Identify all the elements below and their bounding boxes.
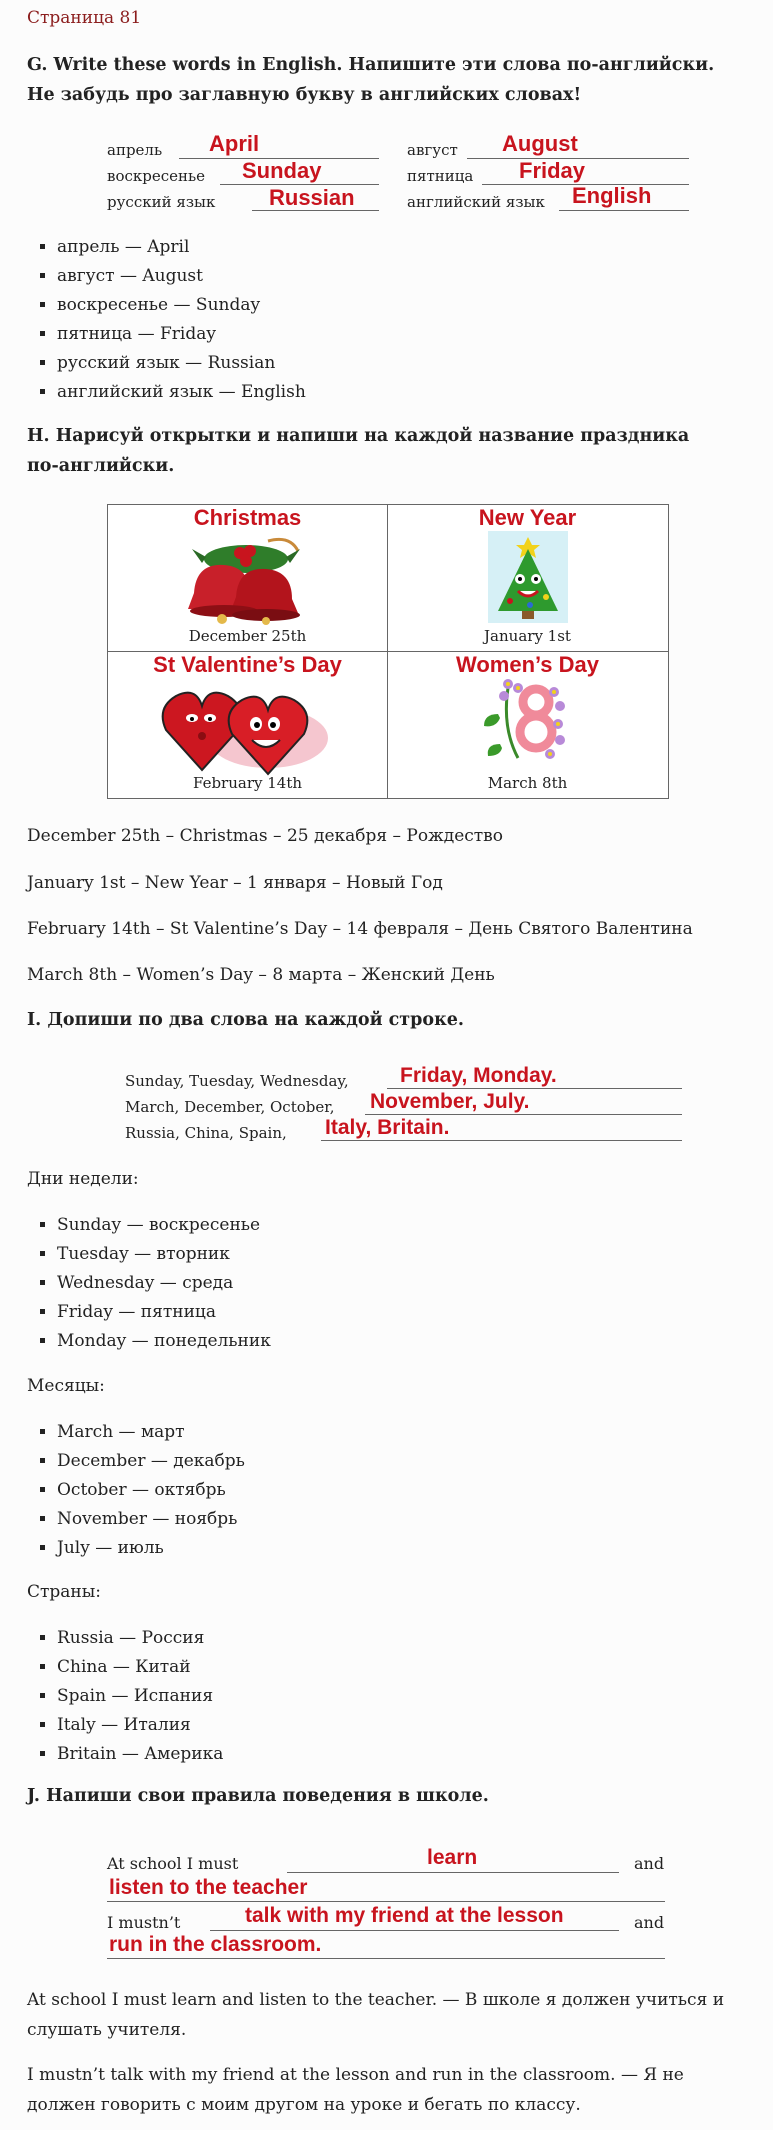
- answer-line: [107, 1958, 665, 1959]
- holiday-line: January 1st – New Year – 1 января – Новый Год: [27, 873, 443, 893]
- list-item: ▪ русский язык — Russian: [57, 349, 306, 378]
- ws-ru-word: август: [407, 141, 458, 159]
- list-item: ▪ Tuesday — вторник: [57, 1240, 271, 1269]
- ws-ru-word: апрель: [107, 141, 163, 159]
- answer-line: [321, 1140, 682, 1141]
- list-item: ▪ March — март: [57, 1418, 245, 1447]
- answer-text: Russian: [269, 185, 355, 210]
- card-title: New Year: [478, 505, 577, 530]
- answer-text: listen to the teacher: [109, 1876, 308, 1899]
- card-date: February 14th: [192, 774, 303, 792]
- ws-ru-word: воскресенье: [107, 167, 206, 185]
- answer-text: Friday: [519, 158, 586, 183]
- answer-line: [559, 210, 689, 211]
- card-date: January 1st: [484, 627, 571, 645]
- ws-prefix: I mustn’t: [107, 1913, 181, 1932]
- task-g-answer-list: [27, 233, 306, 407]
- christmas-bells-icon: [176, 533, 316, 625]
- list-item: ▪ пятница — Friday: [57, 320, 306, 349]
- card-title: Women’s Day: [455, 652, 600, 677]
- answer-text: Friday, Monday.: [400, 1064, 557, 1087]
- answer-text: talk with my friend at the lesson: [245, 1904, 564, 1927]
- task-j-worksheet: [107, 1840, 697, 1960]
- holiday-line: February 14th – St Valentine’s Day – 14 февраля – День Святого Валентина: [27, 919, 693, 939]
- task-i-worksheet: [125, 1066, 685, 1146]
- ws-and: and: [634, 1854, 665, 1873]
- list-item: ▪ Spain — Испания: [57, 1682, 223, 1711]
- answer-text: English: [572, 183, 652, 208]
- ws-given-words: March, December, October,: [125, 1098, 335, 1116]
- group-heading: Страны:: [27, 1582, 102, 1602]
- answer-line: [107, 1901, 665, 1902]
- holiday-line: March 8th – Women’s Day – 8 марта – Женский День: [27, 965, 495, 985]
- list-item: ▪ November — ноябрь: [57, 1505, 245, 1534]
- answer-line: [287, 1872, 619, 1873]
- list-item: ▪ английский язык — English: [57, 378, 306, 407]
- list-item: ▪ Friday — пятница: [57, 1298, 271, 1327]
- card-new-year: [388, 505, 667, 651]
- answer-line: [365, 1114, 682, 1115]
- ws-given-words: Russia, China, Spain,: [125, 1124, 287, 1142]
- list-item: ▪ China — Китай: [57, 1653, 223, 1682]
- task-g-worksheet: [107, 131, 707, 215]
- card-title: St Valentine’s Day: [153, 652, 342, 677]
- answer-text: August: [502, 131, 578, 156]
- list-item: ▪ Britain — Америка: [57, 1740, 223, 1769]
- list-item: ▪ воскресенье — Sunday: [57, 291, 306, 320]
- card-date: December 25th: [188, 627, 307, 645]
- ws-ru-word: русский язык: [107, 193, 216, 211]
- answer-text: Italy, Britain.: [325, 1116, 450, 1139]
- christmas-tree-icon: [488, 531, 568, 623]
- list-item: ▪ апрель — April: [57, 233, 306, 262]
- answer-text: learn: [427, 1846, 478, 1869]
- countries-list: [27, 1624, 223, 1769]
- answer-text: April: [209, 131, 260, 156]
- list-item: ▪ Italy — Италия: [57, 1711, 223, 1740]
- task-g-title: G. Write these words in English. Напишите эти слова по-английски. Не забудь про заглавную букву в английских словах!: [27, 55, 715, 105]
- answer-line: [387, 1088, 682, 1089]
- list-item: ▪ Wednesday — среда: [57, 1269, 271, 1298]
- task-i-title: I. Допиши по два слова на каждой строке.: [27, 1010, 464, 1030]
- task-j-title: J. Напиши свои правила поведения в школе.: [27, 1786, 489, 1806]
- ws-prefix: At school I must: [107, 1854, 239, 1873]
- ws-ru-word: английский язык: [407, 193, 545, 211]
- answer-text: Sunday: [242, 158, 322, 183]
- group-heading: Дни недели:: [27, 1169, 139, 1189]
- flower-eight-icon: [478, 674, 578, 770]
- group-heading: Месяцы:: [27, 1376, 105, 1396]
- list-item: ▪ Russia — Россия: [57, 1624, 223, 1653]
- card-valentines-day: [108, 652, 387, 798]
- answer-text: November, July.: [370, 1090, 530, 1113]
- weekdays-list: [27, 1211, 271, 1356]
- rule-line: At school I must learn and listen to the teacher. — В школе я должен учиться и слушать учителя.: [27, 1990, 725, 2040]
- list-item: ▪ October — октябрь: [57, 1476, 245, 1505]
- list-item: ▪ август — August: [57, 262, 306, 291]
- card-title: Christmas: [193, 505, 302, 530]
- card-date: March 8th: [487, 774, 568, 792]
- holiday-cards-table: [107, 504, 669, 799]
- page-number: Страница 81: [27, 8, 142, 28]
- months-list: [27, 1418, 245, 1563]
- list-item: ▪ December — декабрь: [57, 1447, 245, 1476]
- answer-text: run in the classroom.: [109, 1933, 322, 1956]
- answer-line: [210, 1930, 619, 1931]
- list-item: ▪ Monday — понедельник: [57, 1327, 271, 1356]
- hearts-icon: [158, 678, 338, 778]
- ws-ru-word: пятница: [407, 167, 474, 185]
- card-womens-day: [388, 652, 667, 798]
- list-item: ▪ July — июль: [57, 1534, 245, 1563]
- ws-and: and: [634, 1913, 665, 1932]
- ws-given-words: Sunday, Tuesday, Wednesday,: [125, 1072, 349, 1090]
- rule-line: I mustn’t talk with my friend at the lesson and run in the classroom. — Я не должен говорить с моим другом на уроке и бегать по классу.: [27, 2065, 684, 2115]
- card-christmas: [108, 505, 387, 651]
- list-item: ▪ Sunday — воскресенье: [57, 1211, 271, 1240]
- holiday-line: December 25th – Christmas – 25 декабря – Рождество: [27, 826, 503, 846]
- task-h-title: H. Нарисуй открытки и напиши на каждой название праздника по-английски.: [27, 426, 690, 476]
